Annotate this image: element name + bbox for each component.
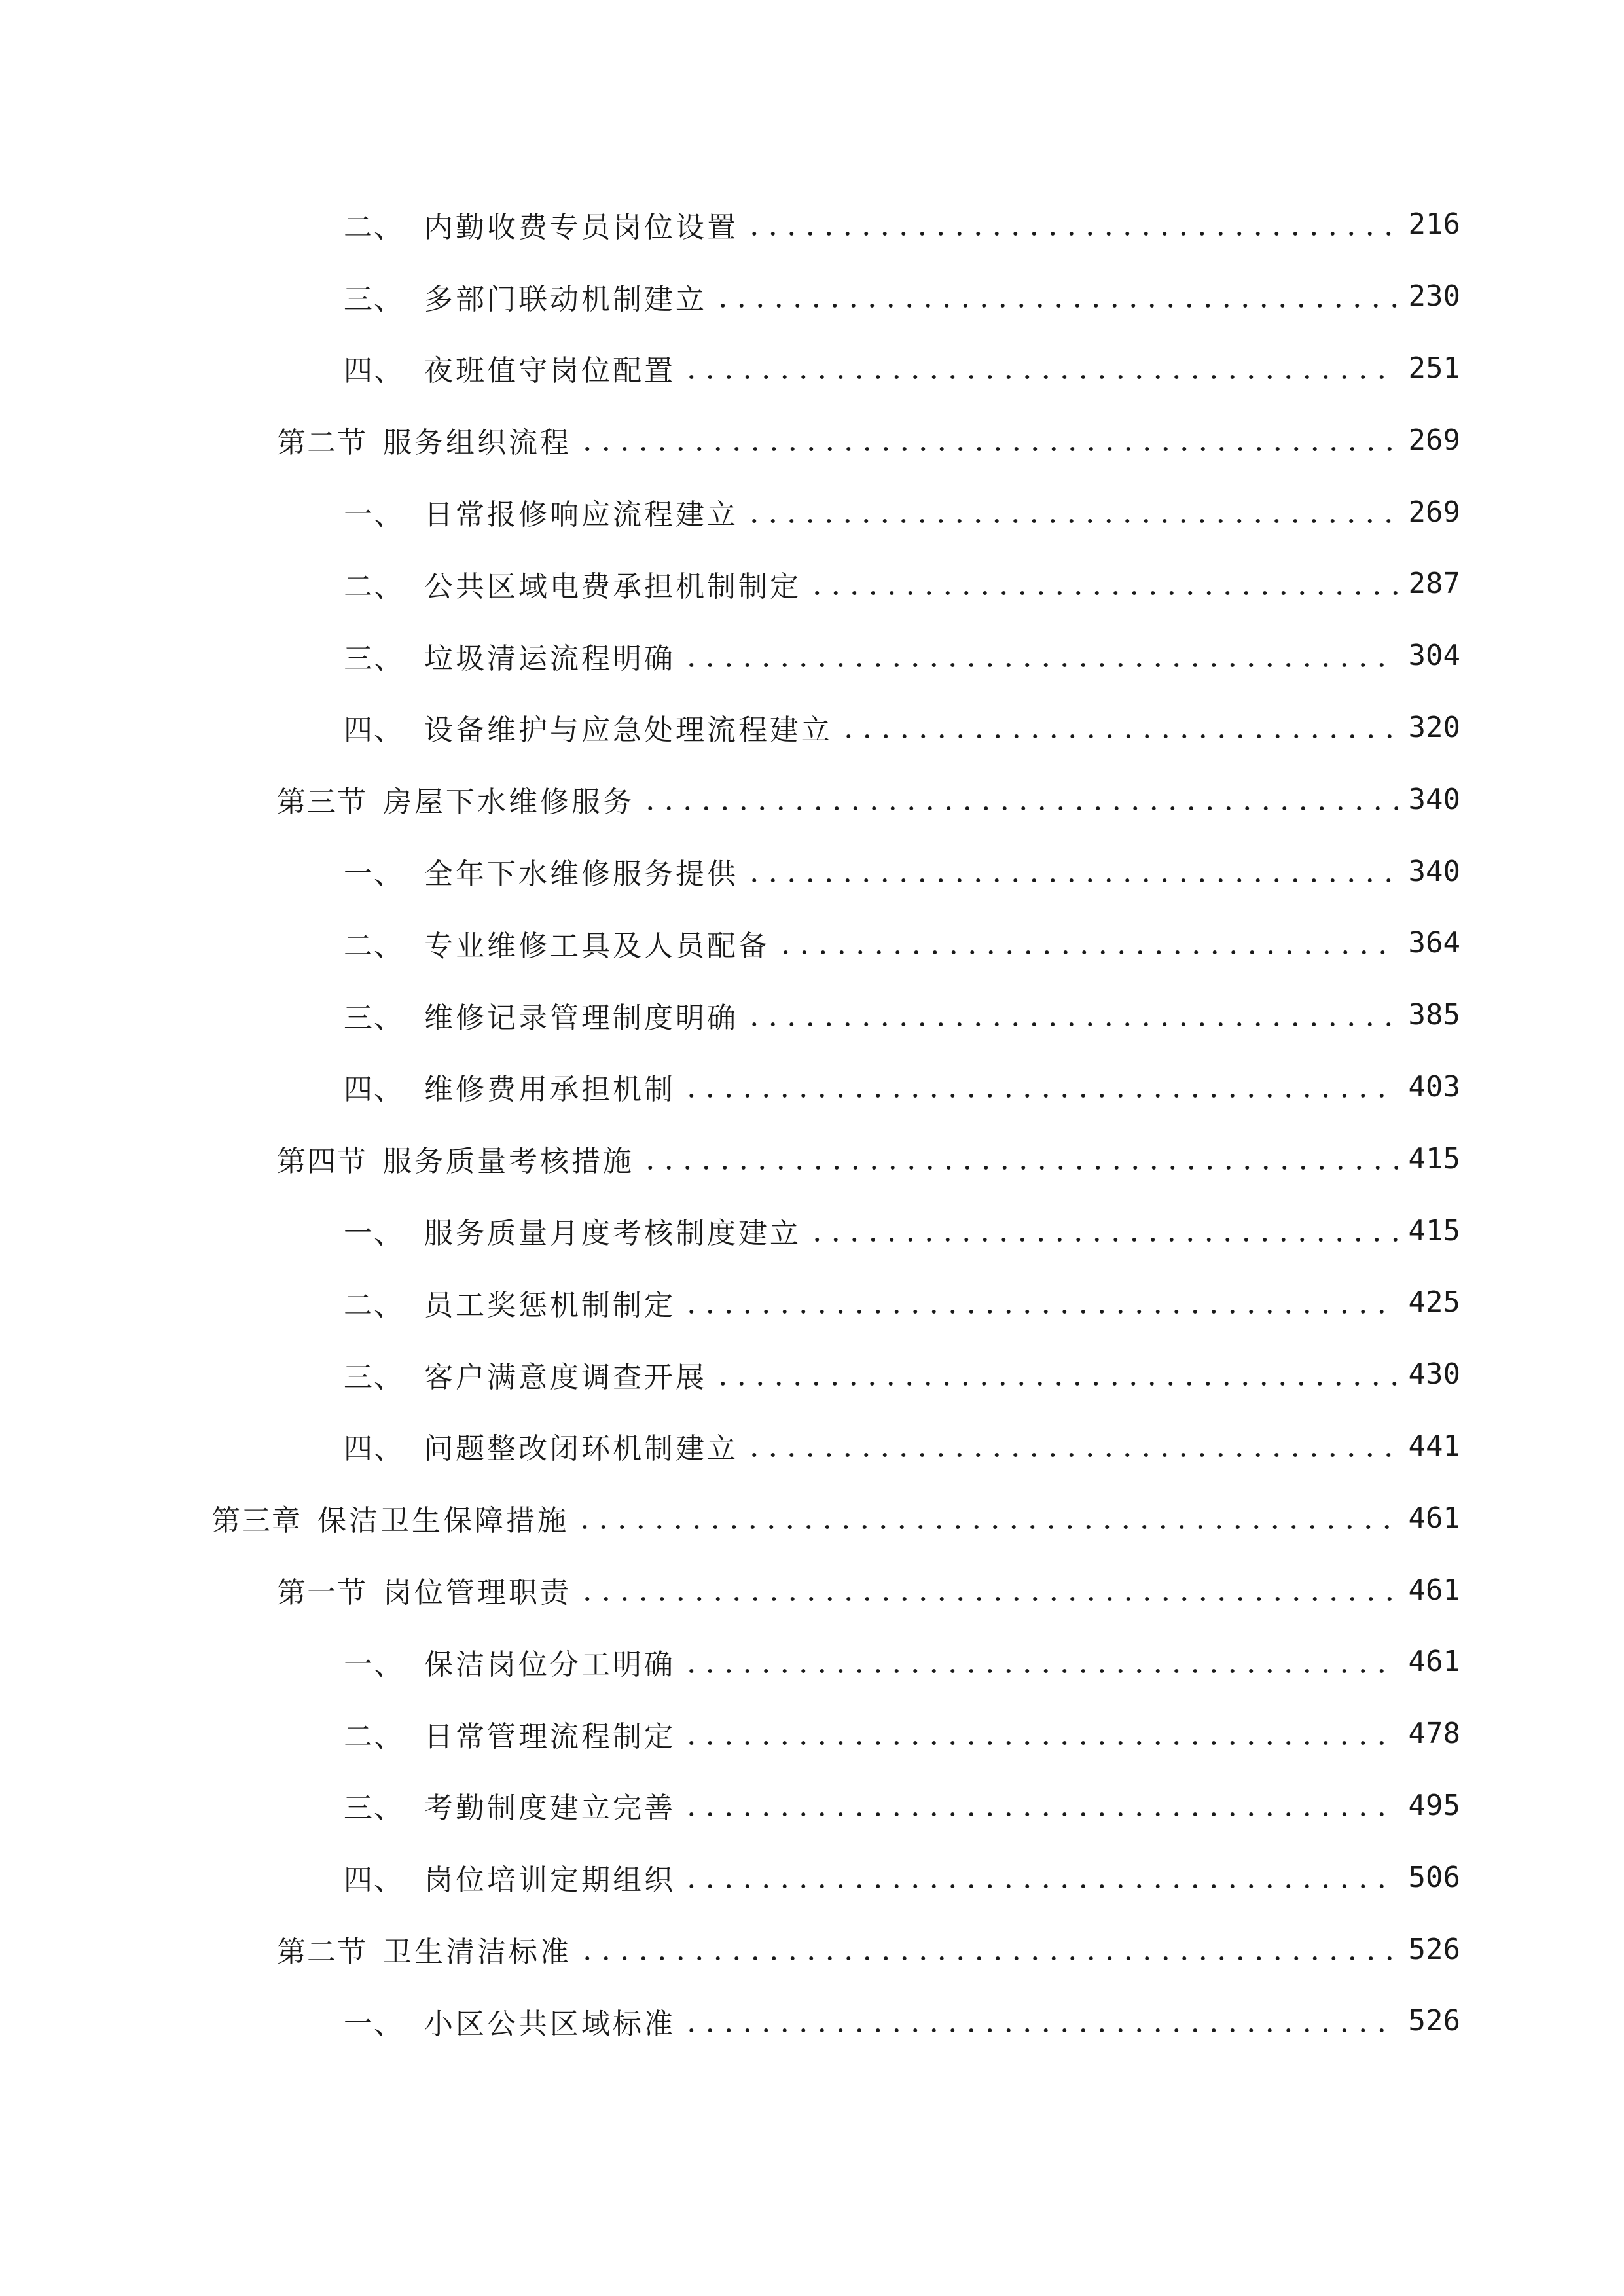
toc-entry[interactable]	[0, 907, 1624, 979]
toc-entry-line	[344, 1998, 1460, 2044]
toc-entry-page-number: 251	[1408, 351, 1460, 385]
dot-leader	[578, 425, 1398, 454]
toc-entry-line	[277, 1136, 1460, 1181]
toc-entry-page-number: 340	[1408, 782, 1460, 816]
dot-leader	[713, 282, 1398, 311]
toc-entry-line	[277, 1926, 1460, 1972]
toc-entry-line	[344, 848, 1460, 894]
toc-entry-line	[344, 345, 1460, 391]
toc-entry-line	[277, 417, 1460, 463]
toc-entry[interactable]	[0, 1913, 1624, 1985]
toc-entry-number: 三、	[344, 1001, 404, 1035]
toc-entry-number: 三、	[344, 1791, 404, 1825]
toc-entry-title: 设备维护与应急处理流程建立	[424, 713, 833, 747]
toc-entry[interactable]	[0, 1841, 1624, 1913]
toc-entry-page-number: 495	[1408, 1788, 1460, 1822]
toc-entry[interactable]	[0, 979, 1624, 1051]
toc-entry-line	[344, 633, 1460, 679]
toc-entry-number: 一、	[344, 1217, 404, 1251]
toc-entry-title: 多部门联动机制建立	[424, 282, 707, 316]
toc-entry-number: 第四节	[277, 1145, 367, 1179]
toc-entry[interactable]	[0, 1554, 1624, 1626]
toc-entry-number: 第三节	[277, 785, 367, 819]
dot-leader	[682, 1647, 1398, 1676]
toc-entry[interactable]	[0, 260, 1624, 332]
toc-entry-number: 第二节	[277, 426, 367, 460]
toc-entry[interactable]	[0, 332, 1624, 404]
dot-leader	[745, 1431, 1398, 1460]
toc-entry-page-number: 461	[1408, 1645, 1460, 1679]
dot-leader	[682, 1288, 1398, 1317]
toc-entry-page-number: 269	[1408, 423, 1460, 457]
toc-entry-line	[344, 1208, 1460, 1253]
toc-entry[interactable]	[0, 1770, 1624, 1842]
toc-entry-title: 保洁岗位分工明确	[424, 1647, 676, 1681]
dot-leader	[682, 1791, 1398, 1820]
toc-entry-page-number: 216	[1408, 207, 1460, 242]
toc-entry-line	[344, 1064, 1460, 1109]
toc-entry-number: 一、	[344, 498, 404, 532]
toc-entry[interactable]	[0, 1266, 1624, 1338]
toc-entry-number: 三、	[344, 641, 404, 675]
toc-entry-number: 二、	[344, 929, 404, 963]
dot-leader	[745, 497, 1398, 526]
toc-entry[interactable]	[0, 404, 1624, 476]
toc-entry-title: 岗位管理职责	[383, 1576, 571, 1610]
toc-entry-number: 第一节	[277, 1576, 367, 1610]
dot-leader	[776, 929, 1398, 958]
toc-entry-title: 内勤收费专员岗位设置	[424, 210, 738, 244]
toc-entry-title: 服务组织流程	[383, 426, 571, 460]
toc-entry-title: 考勤制度建立完善	[424, 1791, 676, 1825]
dot-leader	[745, 210, 1398, 239]
dot-leader	[839, 713, 1398, 742]
toc-entry-title: 保洁卫生保障措施	[317, 1504, 569, 1538]
toc-entry[interactable]	[0, 620, 1624, 692]
toc-entry-line	[344, 704, 1460, 750]
dot-leader	[713, 1360, 1398, 1389]
toc-entry-title: 卫生清洁标准	[383, 1935, 571, 1969]
toc-entry-title: 公共区域电费承担机制制定	[424, 569, 801, 603]
dot-leader	[808, 569, 1398, 598]
toc-entry-page-number: 385	[1408, 998, 1460, 1032]
toc-entry[interactable]	[0, 692, 1624, 764]
toc-entry-line	[344, 1280, 1460, 1325]
dot-leader	[641, 785, 1398, 814]
toc-entry-number: 四、	[344, 1863, 404, 1897]
toc-entry-page-number: 269	[1408, 495, 1460, 529]
toc-entry-line	[344, 202, 1460, 247]
toc-entry-line	[344, 1423, 1460, 1469]
toc-entry-title: 房屋下水维修服务	[383, 785, 634, 819]
toc-entry-number: 三、	[344, 282, 404, 316]
toc-entry-title: 垃圾清运流程明确	[424, 641, 676, 675]
toc-entry-page-number: 478	[1408, 1717, 1460, 1751]
toc-entry[interactable]	[0, 1122, 1624, 1194]
toc-entry[interactable]	[0, 1194, 1624, 1266]
toc-entry[interactable]	[0, 1626, 1624, 1698]
toc-entry-title: 日常报修响应流程建立	[424, 498, 738, 532]
toc-entry-title: 员工奖惩机制制定	[424, 1288, 676, 1322]
toc-entry-line	[344, 1352, 1460, 1397]
toc-entry-page-number: 415	[1408, 1213, 1460, 1247]
dot-leader	[682, 1863, 1398, 1892]
toc-entry-number: 三、	[344, 1360, 404, 1394]
toc-entry-page-number: 526	[1408, 2004, 1460, 2038]
toc-entry-line	[344, 992, 1460, 1038]
toc-entry-title: 服务质量考核措施	[383, 1145, 634, 1179]
dot-leader	[808, 1216, 1398, 1245]
toc-entry-title: 维修记录管理制度明确	[424, 1001, 738, 1035]
toc-entry-number: 第三章	[211, 1504, 302, 1538]
toc-entry-number: 四、	[344, 713, 404, 747]
toc-entry-number: 二、	[344, 210, 404, 244]
toc-entry[interactable]	[0, 1482, 1624, 1554]
toc-entry-page-number: 403	[1408, 1069, 1460, 1103]
table-of-contents	[0, 188, 1624, 2057]
toc-entry-title: 客户满意度调查开展	[424, 1360, 707, 1394]
toc-entry-page-number: 304	[1408, 639, 1460, 673]
dot-leader	[745, 857, 1398, 886]
toc-entry[interactable]	[0, 1698, 1624, 1770]
toc-entry-line	[211, 1495, 1460, 1541]
toc-entry-page-number: 320	[1408, 710, 1460, 744]
toc-entry-title: 夜班值守岗位配置	[424, 354, 676, 388]
dot-leader	[745, 1001, 1398, 1030]
toc-entry-title: 岗位培训定期组织	[424, 1863, 676, 1897]
toc-entry-number: 二、	[344, 1719, 404, 1753]
toc-entry[interactable]	[0, 1410, 1624, 1482]
toc-entry[interactable]	[0, 548, 1624, 620]
toc-entry[interactable]	[0, 188, 1624, 260]
dot-leader	[575, 1503, 1398, 1532]
toc-entry[interactable]	[0, 763, 1624, 835]
toc-entry-page-number: 461	[1408, 1501, 1460, 1535]
toc-entry-line	[344, 274, 1460, 319]
toc-entry-line	[344, 920, 1460, 966]
toc-entry-line	[344, 1639, 1460, 1685]
toc-entry-number: 四、	[344, 1073, 404, 1107]
toc-entry-page-number: 526	[1408, 1932, 1460, 1966]
toc-entry-line	[344, 1711, 1460, 1757]
toc-entry-page-number: 340	[1408, 854, 1460, 888]
toc-entry-number: 一、	[344, 1647, 404, 1681]
toc-entry-number: 二、	[344, 1288, 404, 1322]
toc-entry[interactable]	[0, 1338, 1624, 1410]
toc-entry[interactable]	[0, 476, 1624, 548]
toc-entry-page-number: 230	[1408, 279, 1460, 314]
toc-entry-page-number: 287	[1408, 567, 1460, 601]
toc-entry-page-number: 441	[1408, 1429, 1460, 1463]
toc-entry[interactable]	[0, 835, 1624, 907]
dot-leader	[682, 2007, 1398, 2036]
toc-entry-title: 日常管理流程制定	[424, 1719, 676, 1753]
toc-entry-title: 全年下水维修服务提供	[424, 857, 738, 891]
toc-entry-number: 第二节	[277, 1935, 367, 1969]
toc-entry-page-number: 461	[1408, 1573, 1460, 1607]
toc-entry-page-number: 364	[1408, 926, 1460, 960]
toc-entry-line	[344, 561, 1460, 607]
toc-entry-line	[344, 1782, 1460, 1828]
dot-leader	[682, 1072, 1398, 1101]
toc-entry-page-number: 430	[1408, 1357, 1460, 1391]
dot-leader	[641, 1144, 1398, 1173]
toc-entry[interactable]	[0, 1051, 1624, 1123]
toc-entry[interactable]	[0, 1985, 1624, 2057]
toc-entry-line	[344, 489, 1460, 535]
dot-leader	[578, 1935, 1398, 1964]
dot-leader	[682, 641, 1398, 670]
dot-leader	[682, 1719, 1398, 1748]
toc-entry-number: 四、	[344, 354, 404, 388]
toc-entry-page-number: 506	[1408, 1860, 1460, 1894]
toc-entry-number: 二、	[344, 569, 404, 603]
toc-entry-title: 专业维修工具及人员配备	[424, 929, 770, 963]
toc-entry-line	[277, 776, 1460, 822]
toc-entry-page-number: 415	[1408, 1141, 1460, 1175]
toc-entry-title: 维修费用承担机制	[424, 1073, 676, 1107]
toc-entry-page-number: 425	[1408, 1285, 1460, 1319]
toc-entry-number: 一、	[344, 857, 404, 891]
toc-entry-line	[277, 1567, 1460, 1613]
toc-entry-title: 问题整改闭环机制建立	[424, 1432, 738, 1466]
toc-entry-title: 服务质量月度考核制度建立	[424, 1217, 801, 1251]
toc-entry-number: 四、	[344, 1432, 404, 1466]
toc-entry-line	[344, 1854, 1460, 1900]
dot-leader	[578, 1575, 1398, 1604]
dot-leader	[682, 353, 1398, 382]
toc-entry-title: 小区公共区域标准	[424, 2007, 676, 2041]
toc-entry-number: 一、	[344, 2007, 404, 2041]
